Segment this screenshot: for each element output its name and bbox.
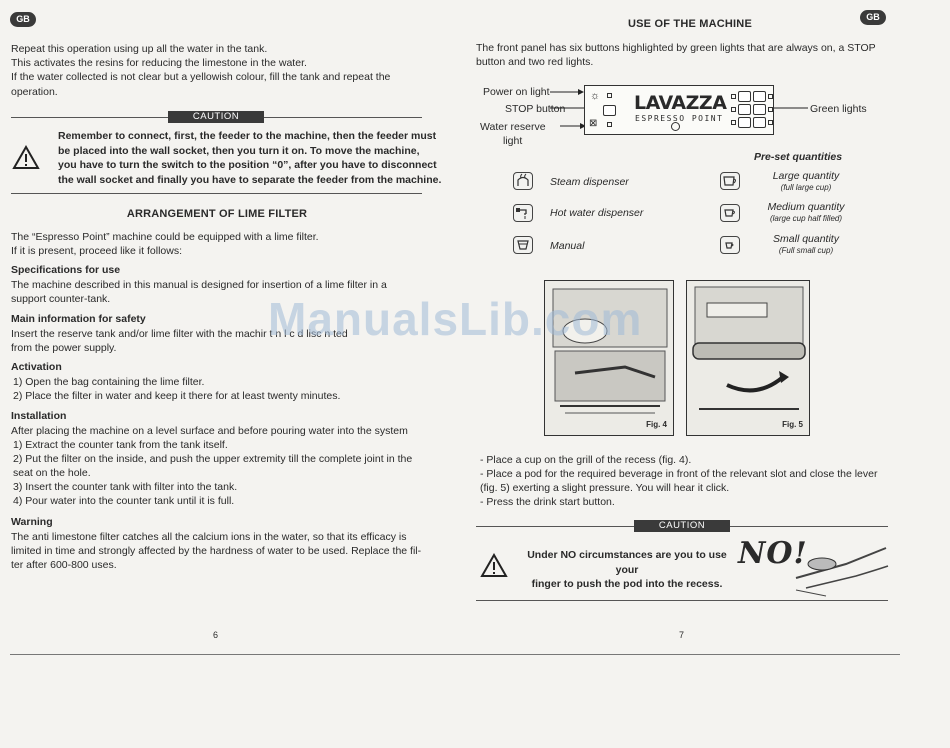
warning-line: The anti limestone filter catches all the calcium ions in the water, so that its efficacy is xyxy=(11,531,407,543)
warning-line: limited in time and strongly affected by the hardness of water to be used. Replace the fil- xyxy=(11,545,422,558)
safety-title: Main information for safety xyxy=(11,313,146,325)
fig5-label: Fig. 5 xyxy=(782,420,803,429)
intro-line: operation. xyxy=(11,85,58,98)
installation-item: 4) Pour water into the counter tank until it is full. xyxy=(13,495,235,507)
caution-line: Under NO circumstances are you to use your xyxy=(527,549,727,576)
activation-item: 1) Open the bag containing the lime filter. xyxy=(13,376,205,388)
activation-item: 2) Place the filter in water and keep it there for at least twenty minutes. xyxy=(13,390,341,402)
warning-title: Warning xyxy=(11,516,53,528)
caution-rule-right xyxy=(264,117,422,118)
manual-cup-icon xyxy=(513,236,533,254)
caution-rule-right xyxy=(730,526,888,527)
brand-subtitle: ESPRESSO POINT xyxy=(635,114,724,123)
page-number-right: 7 xyxy=(679,630,685,640)
caution-line: Remember to connect, first, the feeder to the machine, then the feeder must xyxy=(58,130,437,142)
caution-line: finger to push the pod into the recess. xyxy=(531,578,723,590)
panel-button[interactable] xyxy=(738,117,751,128)
watermark: ManualsLib.com xyxy=(268,293,643,345)
caution-bottom-rule xyxy=(476,600,888,601)
figure-5-illustration xyxy=(687,281,810,436)
medium-quantity-label: Medium quantity xyxy=(767,201,845,213)
intro-line: This activates the resins for reducing the limestone in the water. xyxy=(11,57,307,70)
green-led xyxy=(731,120,736,125)
right-title: USE OF THE MACHINE xyxy=(628,18,752,30)
language-badge-left: GB xyxy=(10,12,36,27)
no-exclamation: NO! xyxy=(738,536,808,571)
step-item: - Place a pod for the required beverage in front of the relevant slot and close the lever xyxy=(480,468,878,480)
small-cup-icon xyxy=(720,236,740,254)
fig4-label: Fig. 4 xyxy=(646,420,667,429)
step-item: (fig. 5) exerting a slight pressure. You will hear it click. xyxy=(480,482,730,494)
installation-title: Installation xyxy=(11,410,67,422)
small-quantity-label: Small quantity xyxy=(773,233,839,245)
page-number-left: 6 xyxy=(213,630,219,640)
green-led xyxy=(731,94,736,99)
front-panel xyxy=(584,85,774,135)
installation-item: seat on the hole. xyxy=(13,467,91,479)
warning-triangle-icon xyxy=(12,145,40,170)
caution-text-left xyxy=(58,129,441,187)
installation-intro: After placing the machine on a level surface and before pouring water into the system xyxy=(11,425,408,437)
instruction-steps xyxy=(480,453,878,509)
stop-label: STOP button xyxy=(505,103,566,115)
power-led xyxy=(607,93,612,98)
safety-line: Insert the reserve tank and/or lime filter with the machir t n l c d lisc n ted xyxy=(11,328,348,340)
intro-paragraph xyxy=(11,42,390,99)
step-item: - Place a cup on the grill of the recess (fig. 4). xyxy=(480,454,692,466)
panel-button[interactable] xyxy=(753,91,766,102)
section-intro-line: If it is present, proceed like it follows: xyxy=(11,245,182,258)
step-item: - Press the drink start button. xyxy=(480,496,615,508)
finger-illustration xyxy=(786,528,890,598)
steam-icon xyxy=(513,172,533,190)
safety-line: from the power supply. xyxy=(11,342,117,355)
installation-list xyxy=(13,438,412,508)
caution-label-left: CAUTION xyxy=(168,111,264,123)
hot-water-label: Hot water dispenser xyxy=(550,207,644,219)
green-led xyxy=(768,120,773,125)
power-light-icon: ☼ xyxy=(590,90,601,102)
installation-item: 1) Extract the counter tank from the tank itself. xyxy=(13,439,228,451)
panel-button[interactable] xyxy=(738,104,751,115)
steam-label: Steam dispenser xyxy=(550,176,629,188)
manual-label: Manual xyxy=(550,240,585,252)
water-reserve-label: Water reserve xyxy=(480,121,546,133)
right-intro-line: button and two red lights. xyxy=(476,56,594,69)
caution-text-right xyxy=(518,548,736,592)
activation-title: Activation xyxy=(11,361,62,373)
panel-button[interactable] xyxy=(753,104,766,115)
stop-button[interactable] xyxy=(603,105,616,116)
intro-line: Repeat this operation using up all the water in the tank. xyxy=(11,43,268,55)
spec-title: Specifications for use xyxy=(11,264,121,276)
page-bottom-line xyxy=(10,654,900,655)
large-cup-icon xyxy=(720,172,740,190)
warning-text xyxy=(11,530,421,573)
caution-rule-left xyxy=(11,117,169,118)
left-page xyxy=(0,0,468,748)
green-led xyxy=(768,94,773,99)
hot-water-icon xyxy=(513,204,533,222)
preset-title: Pre-set quantities xyxy=(753,151,843,163)
green-led xyxy=(731,107,736,112)
caution-bottom-rule xyxy=(11,193,422,194)
water-reserve-label-2: light xyxy=(503,135,523,147)
green-lights-label: Green lights xyxy=(810,103,867,115)
installation-item: 2) Put the filter on the inside, and push the upper extremity till the complete joint in the xyxy=(13,453,413,465)
activation-list xyxy=(13,375,340,403)
large-quantity-label: Large quantity xyxy=(772,170,840,182)
right-page xyxy=(468,0,950,748)
intro-line: If the water collected is not clear but a yellowish colour, fill the tank and repeat the xyxy=(11,71,391,84)
caution-line: be placed into the wall socket, then you turn it on. To move the machine, xyxy=(58,144,420,157)
section-intro-line: The “Espresso Point” machine could be equipped with a lime filter. xyxy=(11,231,319,243)
warning-line: ter after 600-800 uses. xyxy=(11,559,117,572)
water-reserve-icon: ⊠ xyxy=(589,118,598,129)
installation-item: 3) Insert the counter tank with filter into the tank. xyxy=(13,481,238,493)
section-title: ARRANGEMENT OF LIME FILTER xyxy=(126,208,308,220)
large-quantity-sub: (full large cup) xyxy=(780,183,832,192)
caution-line: you have to turn the switch to the position “0”, after you have to disconnect xyxy=(58,159,437,171)
selector-knob-icon xyxy=(671,122,680,131)
section-intro xyxy=(11,230,319,258)
small-quantity-sub: (Full small cup) xyxy=(778,246,834,255)
green-led xyxy=(768,107,773,112)
power-on-label: Power on light xyxy=(483,86,550,98)
medium-quantity-sub: (large cup half filled) xyxy=(769,214,843,223)
caution-line: the wall socket and finally you have to separate the feeder from the machine. xyxy=(58,173,442,186)
warning-triangle-icon xyxy=(480,553,508,578)
right-intro xyxy=(476,41,876,69)
panel-button[interactable] xyxy=(738,91,751,102)
spec-line: The machine described in this manual is designed for insertion of a lime filter in a xyxy=(11,279,387,291)
medium-cup-icon xyxy=(720,204,740,222)
right-intro-line: The front panel has six buttons highlighted by green lights that are always on, a STOP xyxy=(476,42,876,54)
brand-logo: LAVAZZA xyxy=(634,92,727,114)
language-badge-right: GB xyxy=(860,10,886,25)
panel-button[interactable] xyxy=(753,117,766,128)
figure-5 xyxy=(686,280,810,436)
caution-rule-left xyxy=(476,526,634,527)
water-reserve-led xyxy=(607,122,612,127)
caution-label-right: CAUTION xyxy=(634,520,730,532)
spec-line: support counter-tank. xyxy=(11,293,111,306)
